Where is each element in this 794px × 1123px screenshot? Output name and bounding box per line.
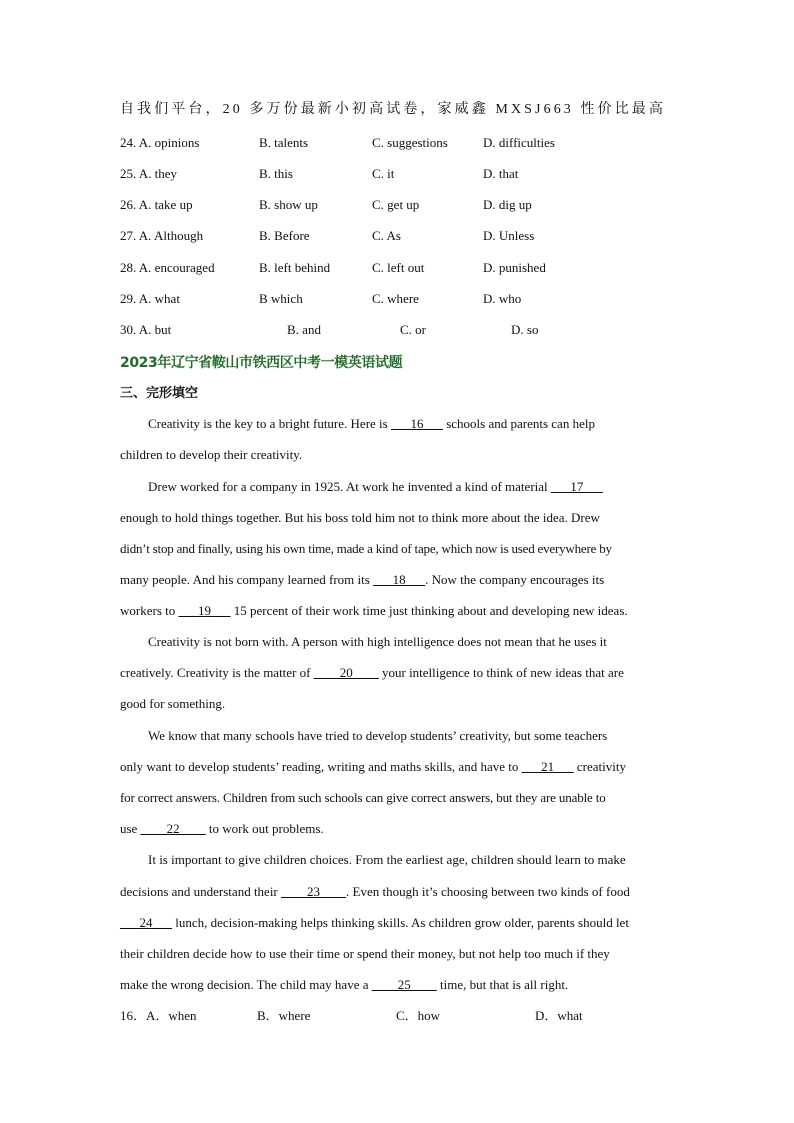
blank-22: ____22____ [140,821,206,836]
blank-24: ___24___ [120,915,172,930]
option-a: 30. A. but [120,322,172,337]
passage-line: Creativity is not born with. A person with high intelligence does not mean that he uses it [148,634,607,649]
option-d: D. who [483,291,522,306]
option-b: B. and [287,322,321,337]
option-b: B. this [259,166,293,181]
passage-line: We know that many schools have tried to develop students’ creativity, but some teachers [148,728,608,743]
option-c: C. or [400,322,426,337]
passage-line: Creativity is the key to a bright future. Here is ___16___ schools and parents can help [148,416,595,431]
option-b: B which [259,291,303,306]
passage-line: only want to develop students’ reading, writing and maths skills, and have to ___21___ creativity [120,759,626,774]
section-title: 三、完形填空 [120,386,199,401]
option-a: 28. A. encouraged [120,260,215,275]
passage-line: for correct answers. Children from such schools can give correct answers, but they are unable to [120,790,606,805]
passage-line: good for something. [120,696,226,711]
passage-line: It is important to give children choices. From the earliest age, children should learn to make [148,852,626,867]
passage-line: many people. And his company learned from its ___18___. Now the company encourages its [120,572,605,587]
blank-16: ___16___ [390,416,443,431]
option-b: B. left behind [259,260,331,275]
passage-line: enough to hold things together. But his boss told him not to think more about the idea. Drew [120,510,600,525]
option-d: D. difficulties [483,135,555,150]
passage-line: make the wrong decision. The child may have a ____25____ time, but that is all right. [120,977,569,992]
blank-19: ___19___ [178,603,231,618]
option-c: C. it [372,166,395,181]
blank-23: ____23____ [281,884,347,899]
option-a: 16．A．when [120,1008,197,1023]
option-c: C. where [372,291,419,306]
passage-line: creatively. Creativity is the matter of ____20____ your intelligence to think of new ideas that are [120,665,624,680]
passage-line: their children decide how to use their time or spend their money, but not help too much if they [120,946,610,961]
passage-line: workers to ___19___ 15 percent of their work time just thinking about and developing new ideas. [120,603,628,618]
passage-line: Drew worked for a company in 1925. At work he invented a kind of material ___17___ [148,479,603,494]
passage-line: children to develop their creativity. [120,447,303,462]
option-a: 27. A. Although [120,228,204,243]
option-d: D. dig up [483,197,532,212]
option-d: D. so [511,322,539,337]
blank-17: ___17___ [550,479,603,494]
option-c: C. get up [372,197,420,212]
option-c: C. As [372,228,401,243]
option-c: C. suggestions [372,135,448,150]
option-b: B. Before [259,228,310,243]
exam-title: 2023年辽宁省鞍山市铁西区中考一模英语试题 [120,355,403,371]
passage-line: ___24___ lunch, decision-making helps thinking skills. As children grow older, parents should let [120,915,629,930]
option-b: B. show up [259,197,318,212]
option-d: D．what [535,1008,583,1023]
blank-18: ___18___ [373,572,426,587]
option-d: D. Unless [483,228,535,243]
passage-line: use ____22____ to work out problems. [120,821,324,836]
option-a: 26. A. take up [120,197,193,212]
option-b: B. talents [259,135,309,150]
option-a: 29. A. what [120,291,180,306]
blank-21: ___21___ [521,759,574,774]
option-b: B．where [257,1008,311,1023]
option-c: C．how [396,1008,441,1023]
blank-20: ____20____ [313,665,379,680]
header-advert: 自我们平台，20 多万份最新小初高试卷，家威鑫 MXSJ663 性价比最高 [120,102,666,117]
option-a: 24. A. opinions [120,135,200,150]
passage-line: didn’t stop and finally, using his own time, made a kind of tape, which now is used everywhere by [120,541,612,556]
option-d: D. that [483,166,519,181]
option-c: C. left out [372,260,425,275]
passage-line: decisions and understand their ____23____. Even though it’s choosing between two kinds of food [120,884,630,899]
blank-25: ____25____ [371,977,437,992]
option-d: D. punished [483,260,546,275]
option-a: 25. A. they [120,166,178,181]
